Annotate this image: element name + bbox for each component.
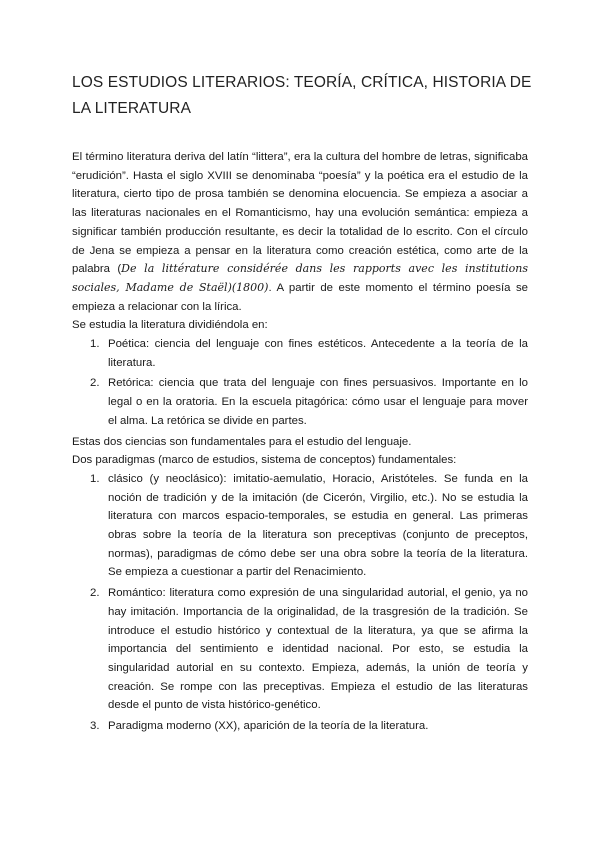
- list-paradigms: [72, 470, 528, 736]
- list-number: 2.: [90, 587, 100, 600]
- list-number: 1.: [90, 338, 100, 351]
- document-body: [72, 148, 528, 738]
- list1-heading: Se estudia la literatura dividiéndola en:: [72, 319, 268, 332]
- list2-heading: Dos paradigmas (marco de estudios, sistema de conceptos) fundamentales:: [72, 454, 457, 467]
- list-text: Romántico: literatura como expresión de una singularidad autorial, el genio, ya no hay imitación. Importancia de la originalidad, de la trasgresión de la tradición. Se introduce el estudio histórico y contextual de la literatura, ya que se afirma la importancia del sentimiento e identidad nacional. Por esto, se estudia la singularidad autorial en su contexto. Empieza, además, la unión de teoría y creación. Se rompe con las preceptivas. Empieza el estudio de las literaturas desde el punto de vista histórico-genético.: [108, 587, 528, 712]
- list-number: 2.: [90, 377, 100, 390]
- list-divisions: [72, 335, 528, 431]
- list-item: [72, 717, 528, 736]
- list-number: 3.: [90, 720, 100, 733]
- list-item: [72, 584, 528, 715]
- list-text: clásico (y neoclásico): imitatio-aemulatio, Horacio, Aristóteles. Se funda en la noción de tradición y de la imitación (de Cicerón, Virgilio, etc.). No se estudia la literatura con marcos espacio-temporales, se estudia en general. Las primeras obras sobre la teoría de la literatura son preceptivas (conjunto de preceptos, normas), paradigmas de cómo debe ser una obra sobre la teoría de la literatura. Se empieza a cuestionar a partir del Renacimiento.: [108, 472, 528, 579]
- list-number: 1.: [90, 472, 100, 485]
- citation: De la littérature considérée dans les rapports avec les institutions sociales, Madame de Staël: [72, 262, 528, 294]
- citation-year: )(1800): [227, 280, 269, 294]
- intro-paragraph: [72, 148, 528, 316]
- list-text: Retórica: ciencia que trata del lenguaje con fines persuasivos. Importante en lo legal o en la oratoria. En la escuela pitagórica: cómo usar el lenguaje para mover el alma. La retórica se divide en partes.: [108, 377, 528, 427]
- intro-text-before: El término literatura deriva del latín “littera”, era la cultura del hombre de letras, significaba “erudición”. Hasta el siglo XVIII se denominaba “poesía” y la poética era el estudio de la literatura, cierto tipo de prosa también se denomina elocuencia. Se empieza a asociar a las literaturas nacionales en el Romanticismo, hay una evolución semántica: empieza a significar también producción resultante, es decir la totalidad de lo escrito. Con el círculo de Jena se empieza a pensar en la literatura como creación estética, como arte de la palabra (: [72, 151, 528, 276]
- page-title: LOS ESTUDIOS LITERARIOS: TEORÍA, CRÍTICA, HISTORIA DE LA LITERATURA: [72, 74, 532, 117]
- list-text: Paradigma moderno (XX), aparición de la teoría de la literatura.: [108, 720, 429, 733]
- list-item: [72, 470, 528, 582]
- line-after-list1: Estas dos ciencias son fundamentales para el estudio del lenguaje.: [72, 435, 412, 448]
- list-item: [72, 335, 528, 372]
- list-text: Poética: ciencia del lenguaje con fines estéticos. Antecedente a la teoría de la literatura.: [108, 338, 528, 369]
- list-item: [72, 374, 528, 430]
- intro-text-after: . A partir de este momento el término poesía se empieza a relacionar con la lírica.: [72, 281, 528, 313]
